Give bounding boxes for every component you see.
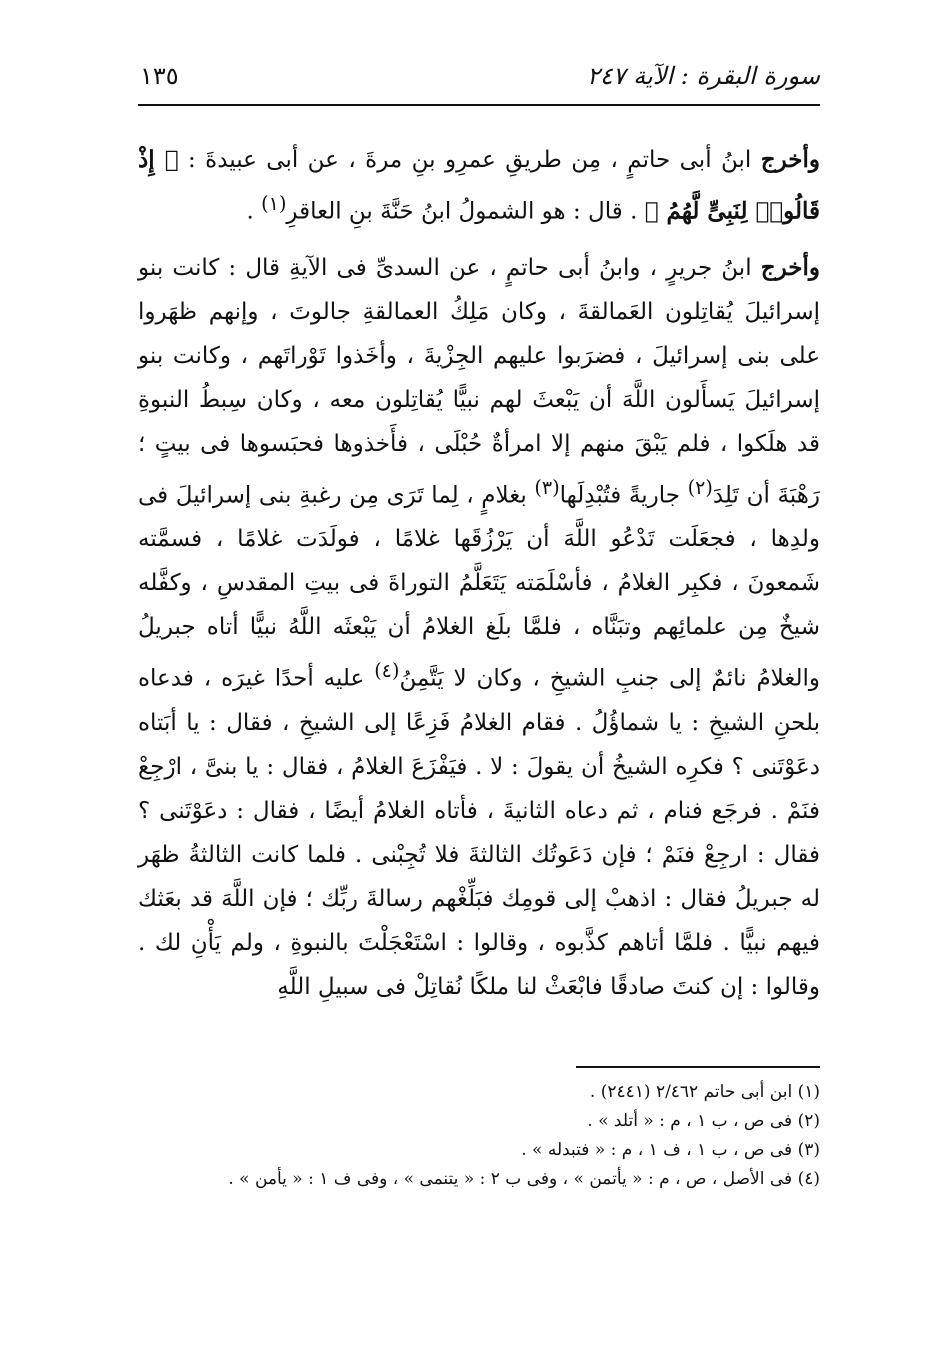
header-rule: [138, 104, 820, 106]
footnote-ref-2: (٢): [687, 475, 713, 499]
footnote-ref-3: (٣): [534, 475, 560, 499]
paragraph-text: بغلامٍ ، لِما تَرَى مِن رغبةِ بنى إسرائيلَ فى ولدِها ، فجعَلَت تَدْعُو اللَّهَ أن يَرْزُقَها غلامًا ، فولَدَت غلامًا ، فسمَّته شَمعونَ ، فكبِر الغلامُ ، فأسْلَمَته يَتَعَلَّمُ التوراةَ فى بيتِ المقدسِ ، وكفَّله شيخٌ مِن علمائِهم وتبَنَّاه ، فلمَّا بلَغ الغلامُ أن يَبْعثَه اللَّهُ نبيًّا أتاه جبريلُ والغلامُ نائمٌ إلى جنبِ الشيخِ ، وكان لا يَتَّمِنُ: [138, 482, 821, 692]
running-title: سورة البقرة : الآية ٢٤٧: [586, 62, 820, 90]
paragraph-2: [138, 246, 820, 1009]
footnote-rule: [576, 1066, 820, 1068]
paragraph-text: . قال : هو الشمولُ ابنُ حَنَّةَ بنِ العاقرِ: [286, 198, 638, 225]
paragraph-text: جاريةً فتُبْدِلَها: [559, 482, 688, 509]
paragraph-text: ابنُ جريرٍ ، وابنُ أبى حاتمٍ ، عن السدىِّ فى الآيةِ قال : كانت بنو إسرائيلَ يُقاتِلون العَمالقةَ ، وكان مَلِكُ العمالقةِ جالوتَ ، وإنهم ظهَروا على بنى إسرائيلَ ، فضرَبوا عليهم الجِزْيةَ ، وأخَذوا تَوْراتَهم ، وكانت بنو إسرائيلَ يَسأَلون اللَّهَ أن يَبْعثَ لهم نبيًّا يُقاتِلون معه ، وكان سِبطُ النبوةِ قد هلَكوا ، فلم يَبْقَ منهم إلا امرأةٌ حُبْلَى ، فأَخذوها فحبَسوها فى بيتٍ ؛ رَهْبَةَ أن تَلِدَ: [138, 254, 820, 509]
footnote-3: (٣) فى ص ، ب ١ ، ف ١ ، م : « فتبدله » .: [521, 1140, 820, 1160]
paragraph-1: [138, 138, 820, 234]
main-text: [138, 138, 820, 1009]
paragraph-text: عليه أحدًا غيرَه ، فدعاه بلحنِ الشيخِ : يا شماؤُلُ . فقام الغلامُ فَزِعًا إلى الشيخِ ، فقال : يا أبَتاه دعَوْتَنى ؟ فكرِه الشيخُ أن يقولَ : لا . فيَفْزَعَ الغلامُ ، فقال : يا بنىَّ ، ارْجِعْ فنَمْ . فرجَع فنام ، ثم دعاه الثانيةَ ، فأتاه الغلامُ أيضًا ، فقال : دعَوْتَنى ؟ فقال : ارجِعْ فنَمْ ؛ فإن دَعَوتُك الثالثةَ فلا تُجِبْنى . فلما كانت الثالثةُ ظهَر له جبريلُ فقال : اذهبْ إلى قومِك فبَلِّغْهم رسالةَ ربِّك ؛ فإن اللَّهَ قد بعَثك فيهم نبيًّا . فلمَّا أتاهم كذَّبوه ، وقالوا : اسْتَعْجَلْتَ بالنبوةِ ، ولم يَأْنِ لك . وقالوا : إن كنتَ صادقًا فابْعَثْ لنا ملكًا نُقاتِلْ فى سبيلِ اللَّهِ: [138, 665, 820, 1000]
footnote-4: (٤) فى الأصل ، ص ، م : « يأتمن » ، وفى ب ٢ : « يتنمى » ، وفى ف ١ : « يأمن » .: [228, 1169, 820, 1189]
footnote-2: (٢) فى ص ، ب ١ ، م : « أتلد » .: [587, 1111, 820, 1131]
footnote-ref-4: (٤): [374, 659, 400, 683]
running-header: [140, 56, 820, 96]
page-number: ١٣٥: [140, 62, 179, 90]
paragraph-text: ابنُ أبى حاتمٍ ، مِن طريقِ عمرِو بنِ مرةَ ، عن أبى عبيدةَ :: [187, 147, 752, 173]
quran-quote: ﴿ إِذْ قَالُوا۟ لِنَبِىٍّ لَّهُمُ ﴾: [138, 146, 820, 225]
footnotes: [138, 1078, 820, 1194]
paragraph-end: .: [246, 198, 254, 225]
footnote-1: (١) ابن أبى حاتم ٢/٤٦٢ (٢٤٤١) .: [589, 1082, 820, 1102]
paragraph-lead: وأخرج: [760, 253, 821, 281]
paragraph-lead: وأخرج: [760, 146, 821, 173]
footnote-ref-1: (١): [261, 192, 287, 215]
